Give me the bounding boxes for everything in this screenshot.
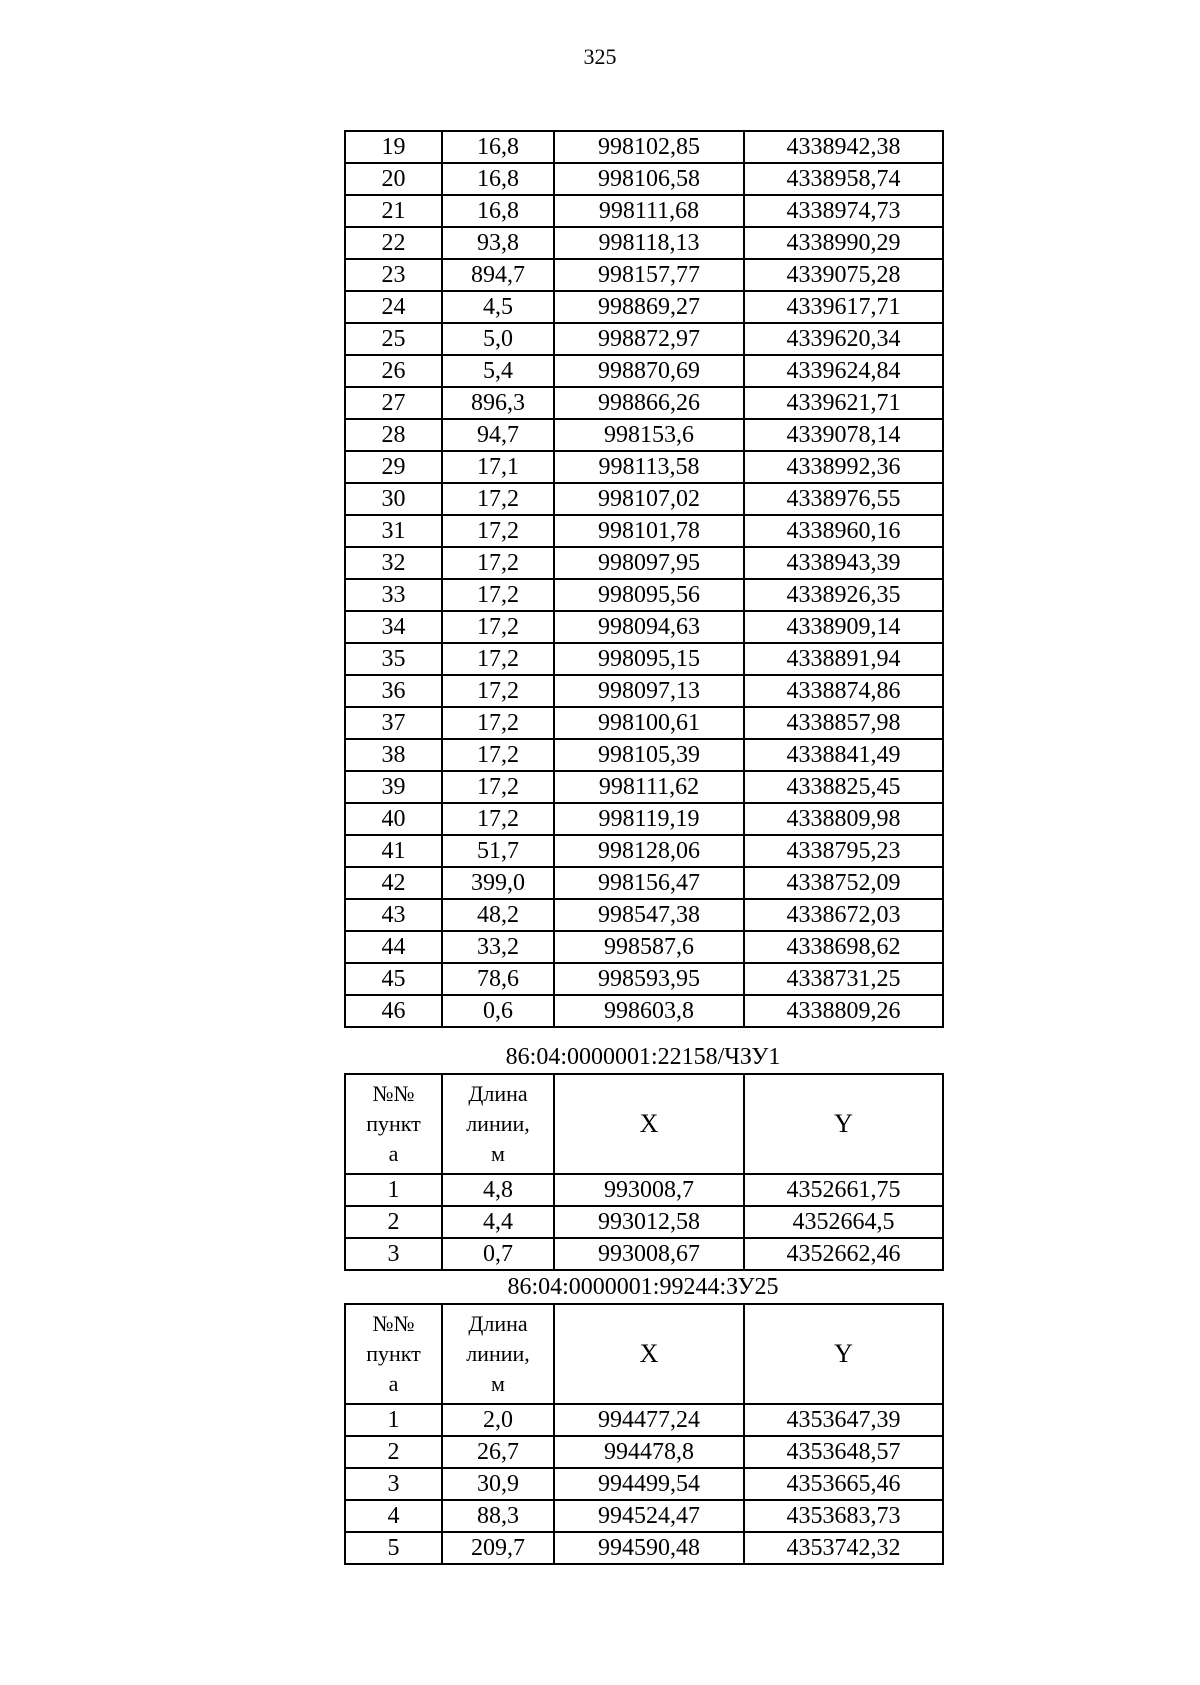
table-body (345, 1404, 943, 1564)
cell-y: 4338857,98 (744, 707, 943, 739)
cell-line-length: 17,2 (442, 611, 554, 643)
table-row (345, 195, 943, 227)
cell-x: 998119,19 (554, 803, 744, 835)
cell-y: 4352662,46 (744, 1238, 943, 1270)
cell-line-length: 209,7 (442, 1532, 554, 1564)
cell-x: 998107,02 (554, 483, 744, 515)
header-text: №№ (372, 1081, 415, 1106)
cell-point-number: 30 (345, 483, 442, 515)
cell-x: 998872,97 (554, 323, 744, 355)
header-text: а (388, 1141, 399, 1166)
cell-point-number: 40 (345, 803, 442, 835)
cell-x: 998094,63 (554, 611, 744, 643)
cell-line-length: 2,0 (442, 1404, 554, 1436)
cell-x: 994499,54 (554, 1468, 744, 1500)
cell-x: 998100,61 (554, 707, 744, 739)
cell-point-number: 46 (345, 995, 442, 1027)
header-line-length (442, 1074, 554, 1174)
cell-y: 4338731,25 (744, 963, 943, 995)
cell-line-length: 17,2 (442, 547, 554, 579)
table-row (345, 355, 943, 387)
header-text: линии, (466, 1111, 530, 1136)
header-text: Длина (468, 1311, 528, 1336)
cell-x: 998106,58 (554, 163, 744, 195)
cell-point-number: 26 (345, 355, 442, 387)
cell-line-length: 4,5 (442, 291, 554, 323)
cell-x: 998111,62 (554, 771, 744, 803)
cell-y: 4338958,74 (744, 163, 943, 195)
cell-y: 4338992,36 (744, 451, 943, 483)
cell-line-length: 17,2 (442, 579, 554, 611)
header-text: №№ (372, 1311, 415, 1336)
table-row (345, 515, 943, 547)
cell-line-length: 17,2 (442, 643, 554, 675)
table-row (345, 1436, 943, 1468)
cell-x: 998095,15 (554, 643, 744, 675)
table-row (345, 1174, 943, 1206)
cell-y: 4338825,45 (744, 771, 943, 803)
cell-x: 994524,47 (554, 1500, 744, 1532)
cell-point-number: 4 (345, 1500, 442, 1532)
cell-point-number: 37 (345, 707, 442, 739)
header-row (345, 1304, 943, 1404)
cell-point-number: 42 (345, 867, 442, 899)
cell-x: 998097,95 (554, 547, 744, 579)
cell-point-number: 5 (345, 1532, 442, 1564)
cell-y: 4353648,57 (744, 1436, 943, 1468)
table-row (345, 931, 943, 963)
table-row (345, 835, 943, 867)
cell-x: 993008,7 (554, 1174, 744, 1206)
cell-line-length: 51,7 (442, 835, 554, 867)
table-row (345, 899, 943, 931)
cell-x: 998095,56 (554, 579, 744, 611)
cell-line-length: 16,8 (442, 195, 554, 227)
cell-y: 4338752,09 (744, 867, 943, 899)
header-text: пункт (366, 1341, 421, 1366)
table-row (345, 227, 943, 259)
cell-point-number: 28 (345, 419, 442, 451)
table-row (345, 579, 943, 611)
table-row (345, 163, 943, 195)
cell-point-number: 43 (345, 899, 442, 931)
cell-y: 4338809,98 (744, 803, 943, 835)
cell-line-length: 16,8 (442, 131, 554, 163)
cell-x: 998101,78 (554, 515, 744, 547)
table-row (345, 867, 943, 899)
cell-point-number: 44 (345, 931, 442, 963)
cell-line-length: 26,7 (442, 1436, 554, 1468)
cell-y: 4338795,23 (744, 835, 943, 867)
coordinates-table-chzu1 (344, 1073, 944, 1271)
cell-line-length: 17,2 (442, 739, 554, 771)
cell-point-number: 25 (345, 323, 442, 355)
table-row (345, 387, 943, 419)
table-row (345, 1532, 943, 1564)
table-row (345, 771, 943, 803)
header-text: а (388, 1371, 399, 1396)
cell-line-length: 16,8 (442, 163, 554, 195)
coordinates-table-zu25 (344, 1303, 944, 1565)
header-point-number (345, 1074, 442, 1174)
cell-y: 4353683,73 (744, 1500, 943, 1532)
table-row (345, 739, 943, 771)
table-row (345, 963, 943, 995)
cell-line-length: 896,3 (442, 387, 554, 419)
cell-point-number: 29 (345, 451, 442, 483)
cell-x: 998111,68 (554, 195, 744, 227)
section-caption-zu25: 86:04:0000001:99244:ЗУ25 (507, 1274, 779, 1300)
cell-y: 4352664,5 (744, 1206, 943, 1238)
table-body (345, 1174, 943, 1270)
cell-x: 993008,67 (554, 1238, 744, 1270)
cell-point-number: 45 (345, 963, 442, 995)
cell-line-length: 33,2 (442, 931, 554, 963)
header-text: пункт (366, 1111, 421, 1136)
cell-x: 998870,69 (554, 355, 744, 387)
table-row (345, 323, 943, 355)
cell-point-number: 22 (345, 227, 442, 259)
cell-x: 994477,24 (554, 1404, 744, 1436)
table-row (345, 259, 943, 291)
cell-x: 998547,38 (554, 899, 744, 931)
cell-point-number: 1 (345, 1404, 442, 1436)
cell-x: 998157,77 (554, 259, 744, 291)
cell-line-length: 48,2 (442, 899, 554, 931)
cell-y: 4338809,26 (744, 995, 943, 1027)
cell-x: 993012,58 (554, 1206, 744, 1238)
cell-point-number: 23 (345, 259, 442, 291)
cell-point-number: 21 (345, 195, 442, 227)
cell-line-length: 17,2 (442, 803, 554, 835)
table-row (345, 1206, 943, 1238)
cell-line-length: 94,7 (442, 419, 554, 451)
table-body (345, 131, 943, 1027)
table-row (345, 1238, 943, 1270)
cell-x: 998097,13 (554, 675, 744, 707)
cell-point-number: 32 (345, 547, 442, 579)
cell-x: 998153,6 (554, 419, 744, 451)
cell-y: 4338672,03 (744, 899, 943, 931)
table-row (345, 803, 943, 835)
header-text: м (491, 1371, 505, 1396)
cell-y: 4353647,39 (744, 1404, 943, 1436)
cell-point-number: 38 (345, 739, 442, 771)
header-text: линии, (466, 1341, 530, 1366)
coordinates-table-continued (344, 130, 944, 1028)
cell-line-length: 17,1 (442, 451, 554, 483)
cell-y: 4339621,71 (744, 387, 943, 419)
table-row (345, 611, 943, 643)
cell-x: 998587,6 (554, 931, 744, 963)
cell-y: 4338698,62 (744, 931, 943, 963)
cell-y: 4339624,84 (744, 355, 943, 387)
cell-line-length: 17,2 (442, 771, 554, 803)
cell-y: 4339078,14 (744, 419, 943, 451)
cell-point-number: 27 (345, 387, 442, 419)
header-text: Длина (468, 1081, 528, 1106)
cell-point-number: 35 (345, 643, 442, 675)
cell-y: 4353742,32 (744, 1532, 943, 1564)
cell-y: 4338943,39 (744, 547, 943, 579)
table-row (345, 483, 943, 515)
cell-y: 4338926,35 (744, 579, 943, 611)
header-point-number (345, 1304, 442, 1404)
cell-y: 4339075,28 (744, 259, 943, 291)
cell-x: 998128,06 (554, 835, 744, 867)
cell-point-number: 3 (345, 1468, 442, 1500)
table-row (345, 707, 943, 739)
header-line-length (442, 1304, 554, 1404)
cell-line-length: 17,2 (442, 707, 554, 739)
table-row (345, 451, 943, 483)
cell-point-number: 24 (345, 291, 442, 323)
cell-line-length: 399,0 (442, 867, 554, 899)
cell-y: 4338990,29 (744, 227, 943, 259)
table-row (345, 675, 943, 707)
table-row (345, 1468, 943, 1500)
table-row (345, 131, 943, 163)
cell-line-length: 0,6 (442, 995, 554, 1027)
table-row (345, 291, 943, 323)
cell-x: 998113,58 (554, 451, 744, 483)
cell-point-number: 31 (345, 515, 442, 547)
header-text: м (491, 1141, 505, 1166)
cell-line-length: 78,6 (442, 963, 554, 995)
cell-y: 4338891,94 (744, 643, 943, 675)
cell-y: 4338942,38 (744, 131, 943, 163)
cell-point-number: 39 (345, 771, 442, 803)
cell-line-length: 4,4 (442, 1206, 554, 1238)
cell-y: 4338909,14 (744, 611, 943, 643)
cell-point-number: 3 (345, 1238, 442, 1270)
cell-y: 4338974,73 (744, 195, 943, 227)
cell-line-length: 17,2 (442, 515, 554, 547)
cell-y: 4338841,49 (744, 739, 943, 771)
table-row (345, 1404, 943, 1436)
cell-line-length: 894,7 (442, 259, 554, 291)
table-row (345, 995, 943, 1027)
cell-y: 4353665,46 (744, 1468, 943, 1500)
cell-y: 4338976,55 (744, 483, 943, 515)
cell-line-length: 17,2 (442, 675, 554, 707)
cell-y: 4352661,75 (744, 1174, 943, 1206)
cell-line-length: 5,0 (442, 323, 554, 355)
cell-point-number: 41 (345, 835, 442, 867)
cell-x: 998118,13 (554, 227, 744, 259)
cell-point-number: 1 (345, 1174, 442, 1206)
cell-point-number: 20 (345, 163, 442, 195)
cell-y: 4339617,71 (744, 291, 943, 323)
cell-x: 998869,27 (554, 291, 744, 323)
header-x: X (554, 1074, 744, 1174)
cell-line-length: 30,9 (442, 1468, 554, 1500)
page-number: 325 (583, 44, 617, 69)
cell-x: 998593,95 (554, 963, 744, 995)
cell-point-number: 19 (345, 131, 442, 163)
cell-y: 4338874,86 (744, 675, 943, 707)
header-row (345, 1074, 943, 1174)
cell-x: 998603,8 (554, 995, 744, 1027)
cell-line-length: 5,4 (442, 355, 554, 387)
cell-y: 4339620,34 (744, 323, 943, 355)
cell-line-length: 4,8 (442, 1174, 554, 1206)
cell-point-number: 2 (345, 1206, 442, 1238)
table-row (345, 643, 943, 675)
cell-line-length: 0,7 (442, 1238, 554, 1270)
cell-point-number: 33 (345, 579, 442, 611)
cell-x: 994590,48 (554, 1532, 744, 1564)
table-row (345, 1500, 943, 1532)
cell-x: 998866,26 (554, 387, 744, 419)
cell-x: 994478,8 (554, 1436, 744, 1468)
cell-point-number: 2 (345, 1436, 442, 1468)
cell-line-length: 93,8 (442, 227, 554, 259)
cell-line-length: 88,3 (442, 1500, 554, 1532)
cell-x: 998105,39 (554, 739, 744, 771)
cell-y: 4338960,16 (744, 515, 943, 547)
header-y: Y (744, 1074, 943, 1174)
cell-line-length: 17,2 (442, 483, 554, 515)
table-row (345, 547, 943, 579)
header-x: X (554, 1304, 744, 1404)
cell-x: 998102,85 (554, 131, 744, 163)
section-caption-chzu1: 86:04:0000001:22158/ЧЗУ1 (505, 1044, 781, 1070)
cell-x: 998156,47 (554, 867, 744, 899)
header-y: Y (744, 1304, 943, 1404)
cell-point-number: 34 (345, 611, 442, 643)
cell-point-number: 36 (345, 675, 442, 707)
table-row (345, 419, 943, 451)
